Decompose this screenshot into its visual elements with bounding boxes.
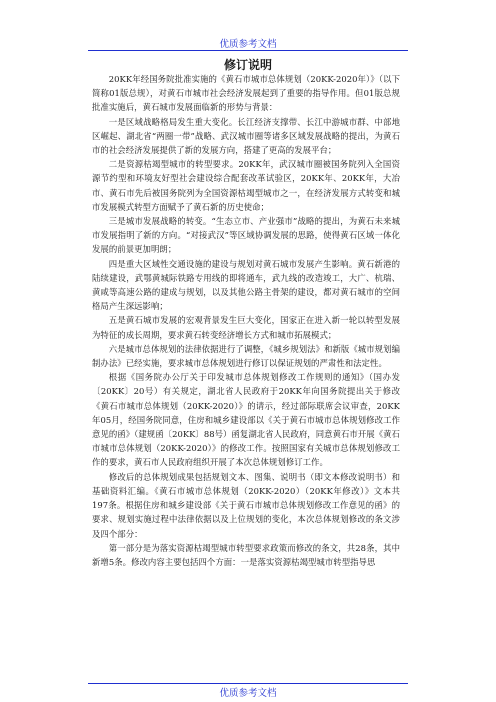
paragraph-point-4: 四是重大区域性交通设施的建设与规划对黄石城市发展产生影响。黄石新港的陆续建设，武鄂黄城际铁路专用线的即将通车，武九线的改造竣工，大广、杭瑞、黄咸等高速公路的建成与规划，以及其他公路主骨架的建设，都对黄石城市的空间格局产生深远影响；: [92, 258, 400, 312]
footer-divider: [88, 683, 408, 684]
header-banner: 优质参考文档: [219, 39, 277, 50]
document-title: 修订说明: [223, 58, 272, 72]
header-divider: [88, 50, 408, 51]
paragraph-deliverables: 修改后的总体规划成果包括规划文本、图集、说明书（即文本修改说明书）和基础资料汇编。《黄石市城市总体规划（20KK-2020）（20KK年修改）》文本共197条。根据住房和城乡建设部《关于黄石市城市总体规划修改工作意见的函》的要求、规划实施过程中法律依据以及上位规划的变化，本次总体规划修改的条文涉及四个部分：: [92, 471, 400, 539]
paragraph-approval: 根据《国务院办公厅关于印发城市总体规划修改工作规则的通知》（国办发〔20KK〕20号）有关规定，湖北省人民政府于20KK年向国务院提出关于修改《黄石市城市总体规划（20KK-2020）》的请示，经过部际联席会议审查，20KK年05月，经国务院同意，住房和城乡建设部以《关于黄石市城市总体规划修改工作意见的函》（建规函〔20KK〕88号）函复湖北省人民政府，同意黄石市开展《黄石市城市总体规划（20KK-2020）》的修改工作。按照国家有关城市总体规划修改工作的要求，黄石市人民政府组织开展了本次总体规划修订工作。: [92, 372, 400, 468]
paragraph-point-5: 五是黄石城市发展的宏观背景发生巨大变化，国家正在进入新一轮以转型发展为特征的成长周期，要求黄石转变经济增长方式和城市拓展模式；: [92, 315, 400, 340]
paragraph-point-6: 六是城市总体规划的法律依据进行了调整，《城乡规划法》和新版《城市规划编制办法》已经实施，要求城市总体规划进行修订以保证规划的严肃性和法定性。: [92, 343, 400, 369]
paragraph-point-2: 二是资源枯竭型城市的转型要求。20KK年，武汉城市圈被国务院列入全国资源节约型和环境友好型社会建设综合配套改革试验区，20KK年、20KK年，大冶市、黄石市先后被国务院列为全国资源枯竭型城市之一，在经济发展方式转变和城市发展模式转型方面赋予了黄石新的历史使命；: [92, 159, 400, 212]
document-body: [92, 72, 400, 676]
paragraph-point-3: 三是城市发展战略的转变。“生态立市、产业强市”战略的提出，为黄石未来城市发展指明了新的方向。“对接武汉”等区域协调发展的思路，使得黄石区域一体化发展的前景更加明朗；: [92, 216, 400, 255]
paragraph-point-1: 一是区域战略格局发生重大变化。长江经济支撑带、长江中游城市群、中部地区崛起、湖北省“两圈一带”战略、武汉城市圈等诸多区域发展战略的提出，为黄石市的社会经济发展提供了新的发展方向，搭建了更高的发展平台；: [92, 116, 400, 156]
footer-banner: 优质参考文档: [219, 688, 277, 699]
paragraph-part-one: 第一部分是为落实资源枯竭型城市转型要求政策而修改的条文，共28条，其中新增5条。修改内容主要包括四个方面：一是落实资源枯竭型城市转型指导思: [92, 542, 400, 567]
paragraph-intro: 20KK年经国务院批准实施的《黄石市城市总体规划（20KK-2020年）》（以下简称01版总规），对黄石市城市社会经济发展起到了重要的指导作用。但01版总规批准实施后，黄石城市发展面临新的形势与背景：: [92, 74, 400, 113]
